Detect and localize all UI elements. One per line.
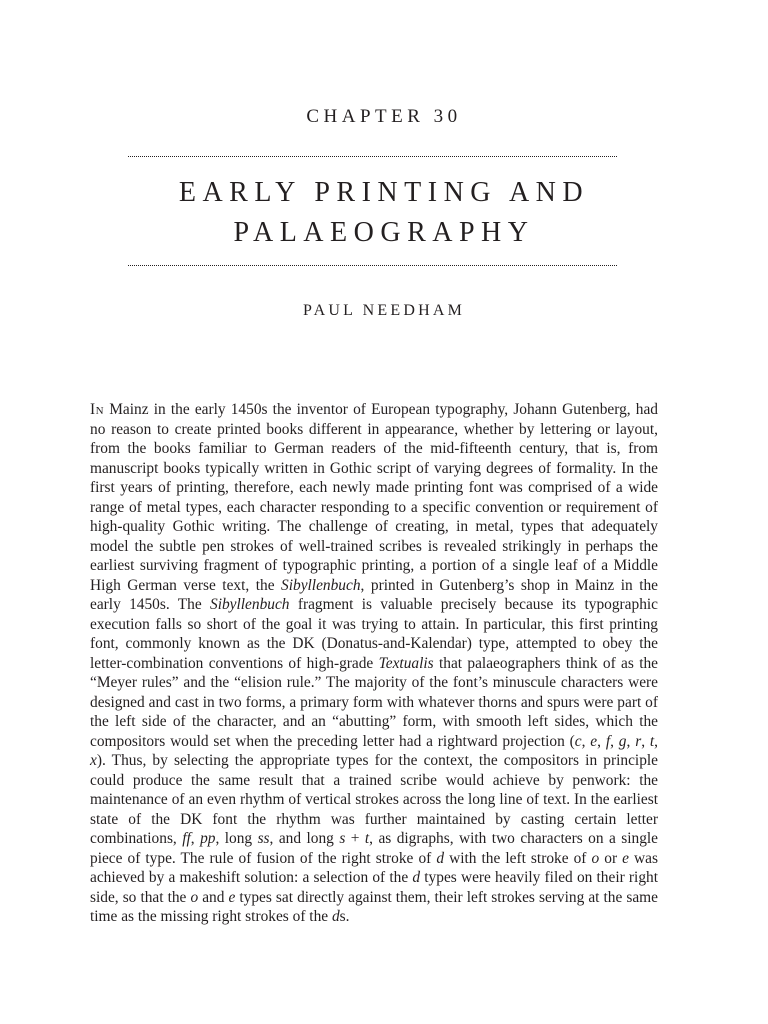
text-segment: ,: [641, 732, 650, 750]
italic-term: pp: [200, 830, 216, 847]
chapter-number: CHAPTER 30: [306, 106, 462, 127]
italic-letter: e: [228, 888, 236, 906]
dotted-rule-bottom: [128, 265, 617, 266]
text-segment: was achieved by a makeshift solution: a selection of the: [90, 849, 658, 886]
text-segment: ). Thus, by selecting the appropriate types for the context, the compositors in principle could produce the same result that a trained scribe would achieve by penwork: the maintenance of an even rhythm of vertical strokes across the long line of text. In the earliest state of the DK font the rhythm was further maintained by casting certain letter combinations,: [90, 752, 658, 847]
italic-letter: o: [190, 888, 199, 906]
italic-term: ff: [182, 830, 191, 847]
italic-term: Sibyllenbuch: [281, 576, 361, 594]
text-segment: with the left stroke of: [444, 849, 592, 867]
italic-letter: d: [331, 908, 340, 925]
italic-letter: g: [618, 732, 627, 750]
italic-letter: x: [90, 752, 97, 769]
text-segment: , printed in Gutenberg’s shop in Mainz in the early 1450s. The: [90, 576, 658, 613]
text-segment: ,: [610, 732, 619, 750]
text-segment: ,: [190, 830, 201, 847]
text-segment: types sat directly against them, their left strokes serving at the same time as the missing right strokes of the: [90, 888, 658, 925]
dotted-rule-top: [128, 156, 617, 157]
text-segment: and: [198, 888, 229, 906]
text-segment: , and long: [269, 830, 340, 847]
text-segment: , as digraphs, with two characters on a single piece of type. The rule of fusion of the right stroke of: [90, 830, 658, 867]
text-segment: or: [599, 849, 623, 867]
italic-letter: o: [591, 849, 600, 867]
lead-in-word: In: [90, 401, 105, 418]
text-segment: ,: [581, 732, 591, 750]
text-segment: ,: [654, 732, 659, 750]
author-name: PAUL NEEDHAM: [302, 302, 466, 319]
text-segment: Mainz in the early 1450s the inventor of European typography, Johann Gutenberg, had no reason to create printed books different in appearance, whether by lettering or layout, from the books familiar to German readers of the mid-fifteenth century, that is, from manuscript books typically written in Gothic script of varying degrees of formality. In the first years of printing, therefore, each newly made printing font was comprised of a wide range of metal types, each character responding to a specific convention or requirement of high-quality Gothic writing. The challenge of creating, in metal, types that adequately model the subtle pen strokes of well-trained scribes is revealed strikingly in perhaps the earliest surviving fragment of typographic printing, a portion of a single leaf of a Middle High German verse text, the: [90, 401, 658, 594]
italic-letter: s: [339, 830, 346, 847]
text-segment: ,: [597, 732, 606, 750]
italic-letter: f: [605, 732, 611, 750]
chapter-title: [0, 173, 768, 253]
text-segment: , long: [215, 830, 258, 847]
text-segment: fragment is valuable precisely because its typographic execution falls so short of the goal it was trying to attain. In particular, this first printing font, commonly known as the DK (Donatus-and-Kalendar) type, attempted to obey the letter-combination conventions of high-grade: [90, 596, 658, 672]
text-segment: types were heavily filed on their right side, so that the: [90, 869, 658, 906]
italic-letter: t: [649, 732, 655, 750]
body-paragraph: [90, 400, 658, 927]
italic-letter: d: [412, 869, 421, 886]
chapter-title-line-1: EARLY PRINTING AND: [178, 177, 590, 208]
italic-term: Textualis: [378, 654, 434, 672]
italic-letter: e: [622, 849, 629, 867]
italic-term: ss: [257, 830, 270, 847]
text-segment: ,: [626, 732, 636, 750]
italic-letter: d: [436, 849, 445, 867]
italic-letter: c: [574, 732, 582, 750]
italic-term: Sibyllenbuch: [210, 596, 290, 613]
italic-letter: t: [364, 830, 370, 847]
chapter-title-line-2: PALAEOGRAPHY: [233, 217, 535, 248]
text-segment: +: [345, 830, 365, 847]
text-segment: that palaeographers think of as the “Meyer rules” and the “elision rule.” The majority of the font’s minuscule characters were designed and cast in two forms, a primary form with whatever thorns and spurs were part of the left side of the character, and an “abutting” form, with smooth left sides, which the compositors would set when the preceding letter had a rightward projection (: [90, 654, 658, 750]
text-segment: s.: [339, 908, 350, 925]
italic-letter: r: [635, 732, 642, 750]
italic-letter: e: [590, 732, 598, 750]
